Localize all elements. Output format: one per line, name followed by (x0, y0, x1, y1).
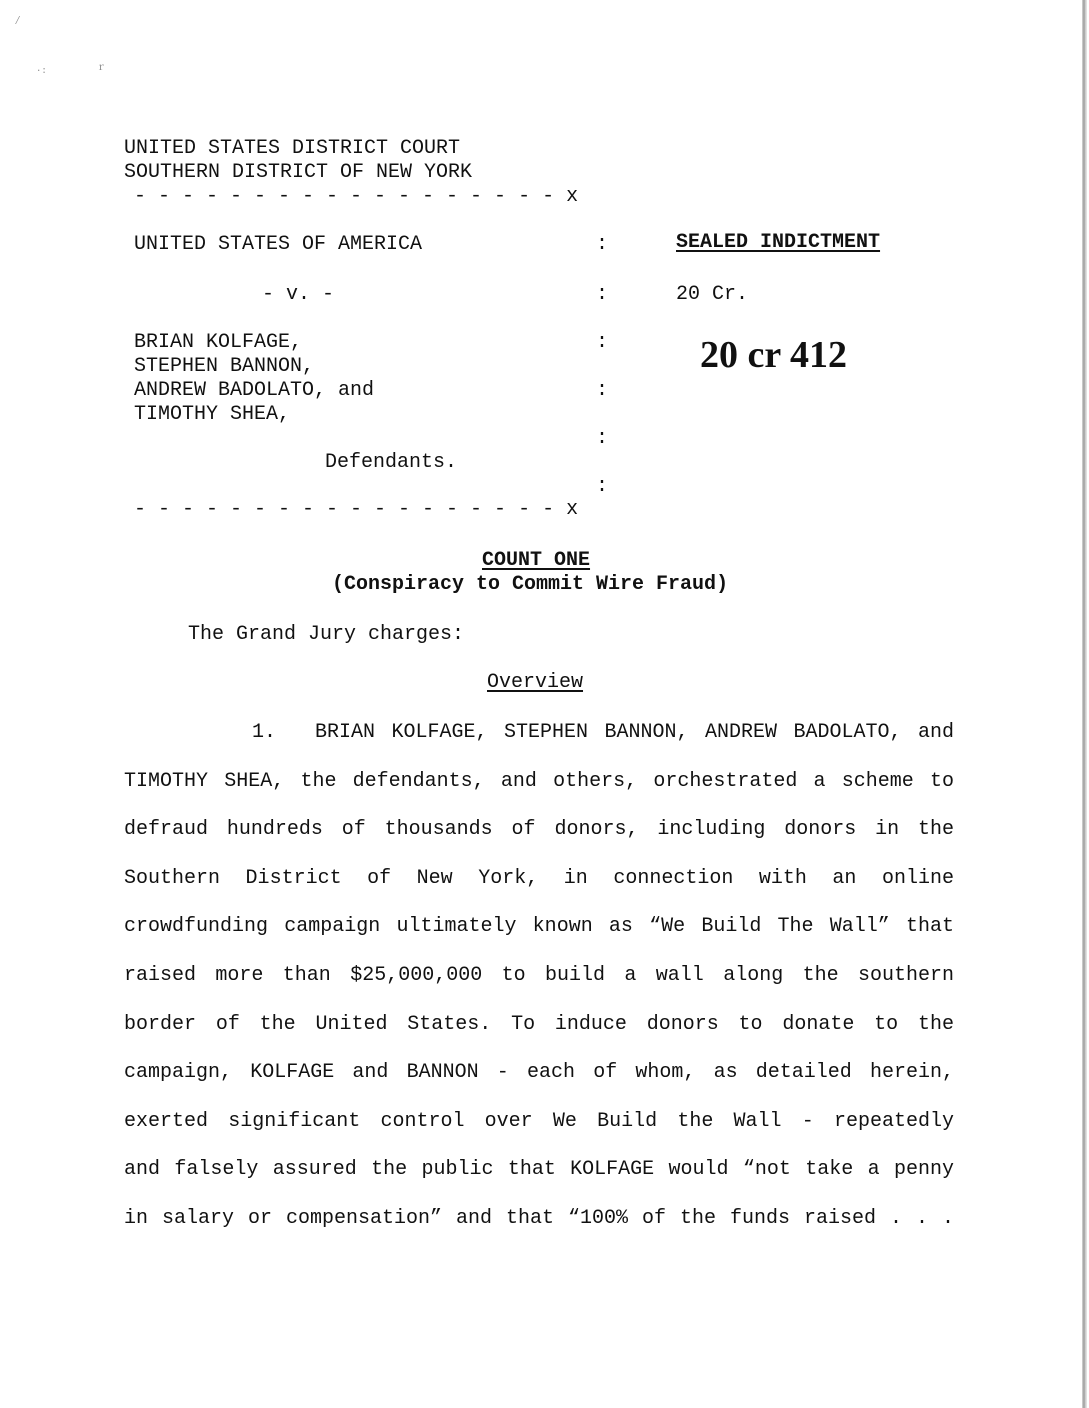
paragraph-line: BRIAN KOLFAGE, STEPHEN BANNON, ANDREW BADOLATO, and (315, 721, 954, 744)
defendant-name: BRIAN KOLFAGE, (134, 331, 303, 354)
scan-mark: ⁄ (14, 14, 22, 28)
grand-jury-intro: The Grand Jury charges: (188, 623, 465, 646)
caption-colon: : (596, 475, 609, 498)
caption-colon: : (596, 233, 609, 256)
caption-colon: : (596, 331, 609, 354)
versus-label: - v. - (262, 283, 335, 306)
court-name-line2: SOUTHERN DISTRICT OF NEW YORK (124, 161, 473, 184)
paragraph-line: in salary or compensation” and that “100% of the funds raised . . . (124, 1206, 954, 1230)
paragraph-number: 1. (252, 721, 277, 744)
defendant-name: TIMOTHY SHEA, (134, 403, 291, 426)
defendants-label: Defendants. (325, 451, 458, 474)
scan-edge-shadow (1082, 0, 1087, 1408)
plaintiff-name: UNITED STATES OF AMERICA (134, 233, 423, 256)
scan-mark: ·: (36, 66, 47, 76)
scan-mark: ｒ (96, 63, 106, 74)
defendant-name: ANDREW BADOLATO, and (134, 379, 375, 402)
defendant-name: STEPHEN BANNON, (134, 355, 315, 378)
caption-rule-bottom: - - - - - - - - - - - - - - - - - - x (134, 498, 579, 521)
case-prefix: 20 Cr. (676, 283, 749, 306)
paragraph-line: campaign, KOLFAGE and BANNON - each of whom, as detailed herein, (124, 1061, 954, 1085)
paragraph-line: crowdfunding campaign ultimately known as “We Build The Wall” that (124, 915, 954, 939)
paragraph-line: defraud hundreds of thousands of donors, including donors in the (124, 818, 954, 842)
paragraph-1 (124, 721, 954, 1256)
paragraph-line: and falsely assured the public that KOLFAGE would “not take a penny (124, 1158, 954, 1182)
paragraph-line: exerted significant control over We Build the Wall - repeatedly (124, 1109, 954, 1133)
section-heading: Overview (487, 671, 584, 694)
document-type: SEALED INDICTMENT (676, 231, 881, 254)
court-name-line1: UNITED STATES DISTRICT COURT (124, 137, 461, 160)
count-subtitle: (Conspiracy to Commit Wire Fraud) (332, 573, 729, 596)
paragraph-line: border of the United States. To induce donors to donate to the (124, 1012, 954, 1036)
case-number-stamp: 20 cr 412 (700, 334, 848, 376)
caption-colon: : (596, 379, 609, 402)
paragraph-line: raised more than $25,000,000 to build a wall along the southern (124, 963, 954, 987)
caption-colon: : (596, 427, 609, 450)
paragraph-line: Southern District of New York, in connection with an online (124, 866, 954, 890)
caption-rule-top: - - - - - - - - - - - - - - - - - - x (134, 185, 579, 208)
paragraph-line: TIMOTHY SHEA, the defendants, and others, orchestrated a scheme to (124, 769, 954, 793)
caption-colon: : (596, 283, 609, 306)
count-title: COUNT ONE (482, 549, 591, 572)
